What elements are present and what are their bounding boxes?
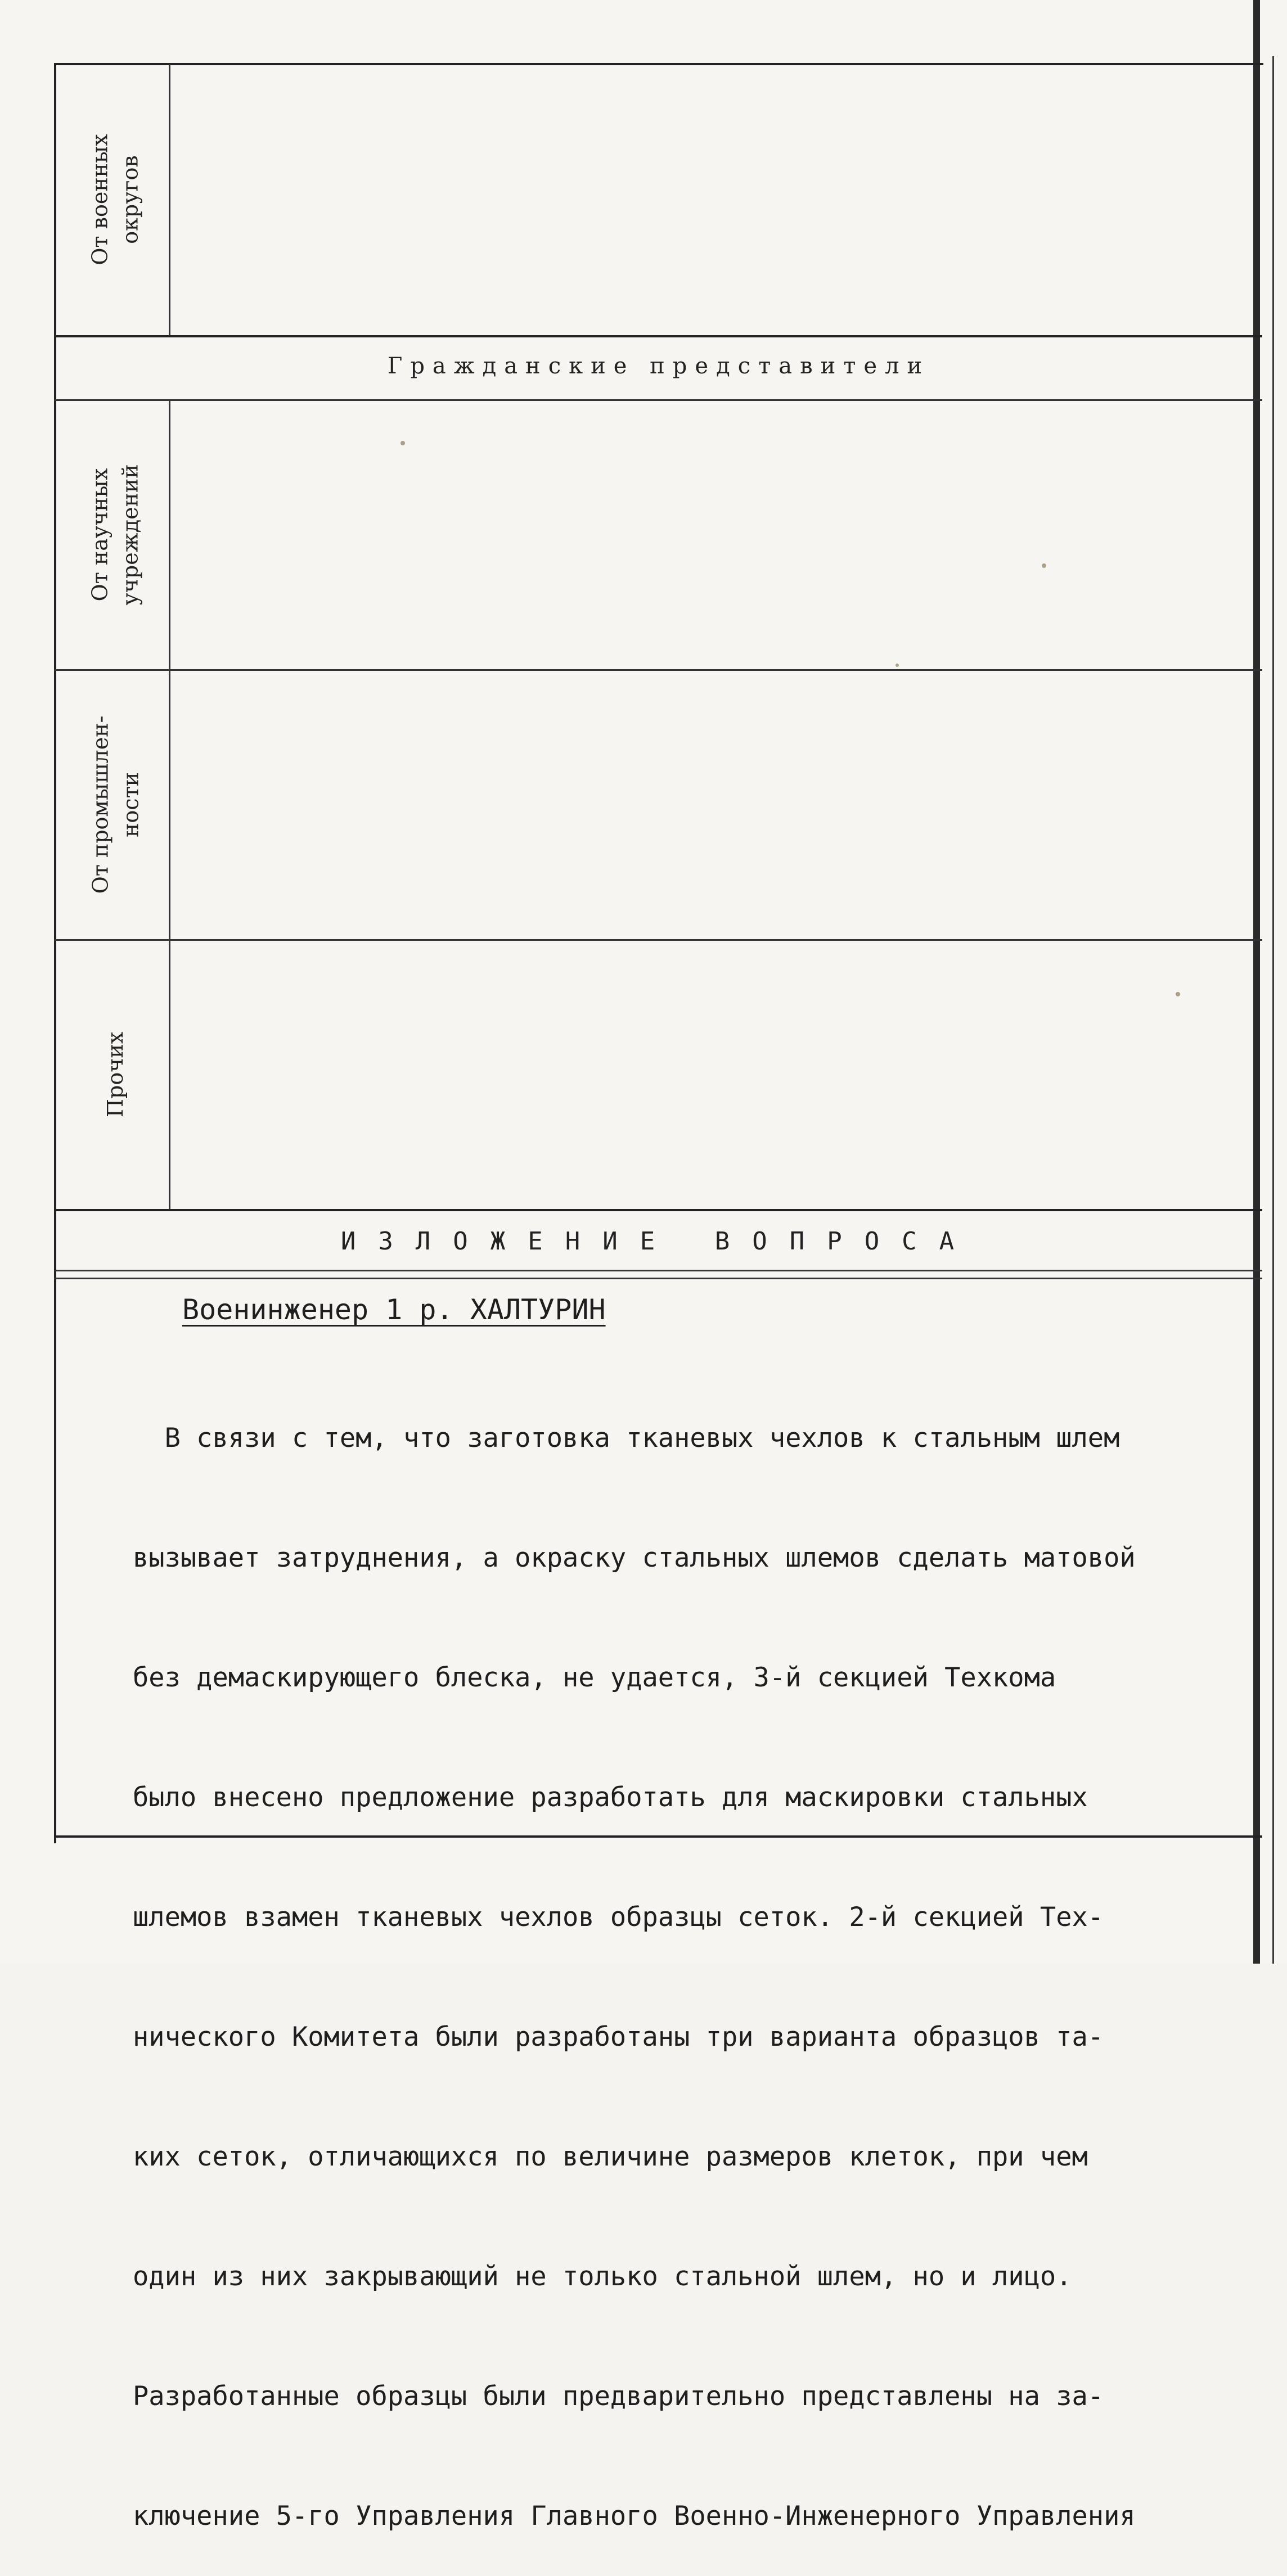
paragraph-line: вызывает затруднения, а окраску стальных шлемов сделать матовой [133, 1542, 1136, 1573]
scan-speck [1042, 563, 1046, 568]
rule-after-military [54, 335, 1262, 337]
question-title: ИЗЛОЖЕНИЕ ВОПРОСА [340, 1227, 977, 1256]
row-label-industry: От промышлен- ности [88, 715, 143, 894]
question-paragraph [133, 1338, 1275, 2576]
row-label-military-districts: От военных округов [88, 134, 143, 265]
civil-representatives-title: Гражданские представители [387, 353, 930, 379]
scan-speck [896, 664, 899, 667]
paragraph-line: ких сеток, отличающихся по величине размеров клеток, при чем [133, 2141, 1088, 2172]
paragraph-line: нического Комитета были разработаны три варианта образцов та- [133, 2022, 1104, 2052]
rule-question-top [54, 1270, 1262, 1271]
row-label-other: Прочих [102, 1031, 128, 1118]
divider-military [169, 64, 170, 335]
scan-speck [1176, 992, 1180, 996]
paragraph-line: ключение 5-го Управления Главного Военно-Инженерного Управления [133, 2501, 1136, 2532]
rule-after-other [54, 1209, 1262, 1211]
paragraph-line: Разработанные образцы были предварительно представлены на за- [133, 2381, 1104, 2412]
row-label-science: От научных учреждений [88, 464, 143, 606]
speaker-name: Военинженер 1 р. ХАЛТУРИН [182, 1293, 606, 1326]
paragraph-line: было внесено предложение разработать для маскировки стальных [133, 1782, 1088, 1813]
rule-question-double [54, 1278, 1262, 1279]
scan-speck [400, 441, 405, 445]
paragraph-line: шлемов взамен тканевых чехлов образцы сеток. 2-й секцией Тех- [133, 1902, 1104, 1933]
rule-after-civil-title [54, 399, 1262, 401]
rule-after-science [54, 669, 1262, 671]
rule-after-industry [54, 939, 1262, 941]
paragraph-line: без демаскирующего блеска, не удается, 3-й секцией Техкома [133, 1662, 1056, 1693]
divider-civil [169, 400, 170, 1209]
paragraph-line: один из них закрывающий не только стальной шлем, но и лицо. [133, 2261, 1072, 2292]
paragraph-line: В связи с тем, что заготовка тканевых чехлов к стальным шлем [133, 1423, 1120, 1454]
